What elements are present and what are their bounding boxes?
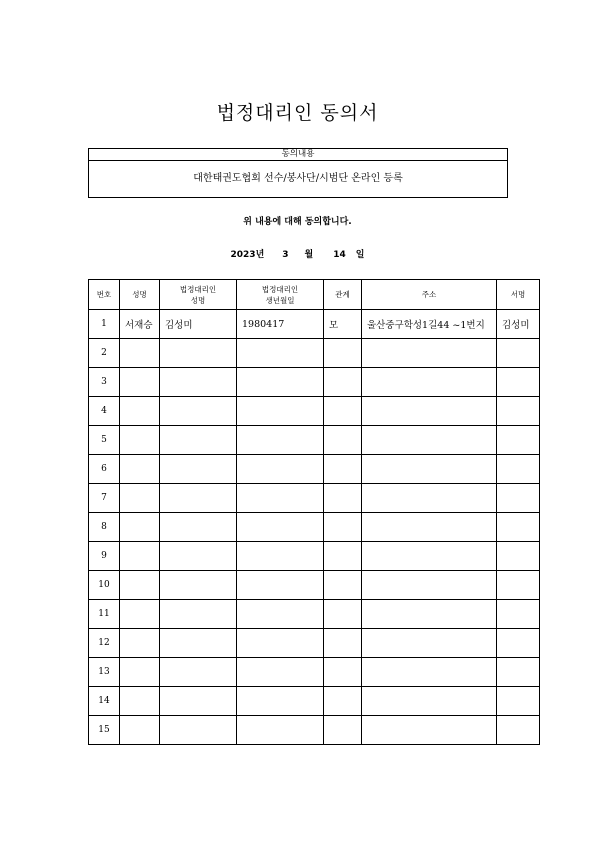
cell-guardian-birth (237, 600, 324, 629)
cell-num: 8 (89, 513, 120, 542)
cell-name (120, 716, 160, 745)
cell-guardian-birth (237, 658, 324, 687)
cell-guardian-name: 김성미 (160, 310, 237, 339)
cell-guardian-name (160, 629, 237, 658)
cell-guardian-name (160, 484, 237, 513)
table-row (89, 571, 540, 600)
cell-name (120, 397, 160, 426)
table-row (89, 658, 540, 687)
table-row (89, 513, 540, 542)
table-row (89, 455, 540, 484)
cell-relation: 모 (324, 310, 362, 339)
cell-guardian-name (160, 368, 237, 397)
table-row (89, 716, 540, 745)
cell-name (120, 455, 160, 484)
cell-sign: 김성미 (497, 310, 540, 339)
cell-name (120, 542, 160, 571)
cell-address (362, 687, 497, 716)
header-guardian-birth-line2: 생년월일 (265, 295, 295, 305)
cell-name (120, 426, 160, 455)
cell-relation (324, 571, 362, 600)
table-header-row (89, 280, 540, 310)
table-row (89, 339, 540, 368)
cell-name (120, 571, 160, 600)
cell-relation (324, 716, 362, 745)
cell-guardian-birth (237, 716, 324, 745)
cell-relation (324, 658, 362, 687)
consent-box (88, 148, 508, 198)
cell-address (362, 484, 497, 513)
cell-num: 13 (89, 658, 120, 687)
header-guardian-name (160, 280, 237, 310)
cell-num: 14 (89, 687, 120, 716)
header-guardian-birth-line1: 법정대리인 (261, 284, 299, 294)
cell-sign (497, 397, 540, 426)
cell-address (362, 368, 497, 397)
cell-sign (497, 600, 540, 629)
date-month-unit: 월 (304, 250, 314, 260)
table-row (89, 600, 540, 629)
cell-num: 3 (89, 368, 120, 397)
cell-name (120, 687, 160, 716)
cell-address (362, 397, 497, 426)
header-sign: 서명 (497, 280, 540, 310)
cell-guardian-name (160, 339, 237, 368)
cell-sign (497, 339, 540, 368)
cell-relation (324, 426, 362, 455)
cell-guardian-birth (237, 455, 324, 484)
cell-sign (497, 484, 540, 513)
header-num: 번호 (89, 280, 120, 310)
cell-sign (497, 658, 540, 687)
cell-address (362, 455, 497, 484)
cell-guardian-birth (237, 426, 324, 455)
cell-guardian-name (160, 397, 237, 426)
consent-header: 동의내용 (89, 149, 507, 161)
cell-sign (497, 426, 540, 455)
cell-num: 1 (89, 310, 120, 339)
cell-relation (324, 513, 362, 542)
cell-relation (324, 687, 362, 716)
cell-guardian-name (160, 571, 237, 600)
consent-content: 대한태권도협회 선수/봉사단/시범단 온라인 등록 (193, 173, 403, 184)
cell-sign (497, 571, 540, 600)
cell-sign (497, 687, 540, 716)
cell-guardian-birth (237, 629, 324, 658)
cell-sign (497, 513, 540, 542)
cell-guardian-birth (237, 339, 324, 368)
cell-sign (497, 629, 540, 658)
cell-guardian-name (160, 658, 237, 687)
cell-num: 10 (89, 571, 120, 600)
cell-relation (324, 484, 362, 513)
cell-relation (324, 339, 362, 368)
cell-guardian-birth (237, 571, 324, 600)
cell-address (362, 629, 497, 658)
cell-num: 2 (89, 339, 120, 368)
cell-guardian-name (160, 513, 237, 542)
header-guardian-name-line1: 법정대리인 (179, 284, 217, 294)
cell-num: 11 (89, 600, 120, 629)
cell-sign (497, 542, 540, 571)
cell-guardian-name (160, 426, 237, 455)
cell-guardian-birth (237, 542, 324, 571)
cell-name: 서재승 (120, 310, 160, 339)
cell-guardian-name (160, 455, 237, 484)
cell-num: 15 (89, 716, 120, 745)
cell-relation (324, 629, 362, 658)
cell-name (120, 658, 160, 687)
cell-relation (324, 455, 362, 484)
cell-sign (497, 716, 540, 745)
cell-address (362, 513, 497, 542)
table-row (89, 368, 540, 397)
cell-guardian-birth (237, 513, 324, 542)
cell-guardian-name (160, 687, 237, 716)
cell-sign (497, 368, 540, 397)
cell-name (120, 368, 160, 397)
cell-guardian-birth (237, 368, 324, 397)
cell-relation (324, 368, 362, 397)
agree-statement: 위 내용에 대해 동의합니다. (243, 217, 352, 227)
cell-guardian-name (160, 600, 237, 629)
cell-address (362, 426, 497, 455)
cell-relation (324, 542, 362, 571)
cell-num: 7 (89, 484, 120, 513)
cell-guardian-birth (237, 484, 324, 513)
date-day-unit: 일 (355, 250, 365, 260)
table-row (89, 629, 540, 658)
cell-guardian-name (160, 542, 237, 571)
header-relation: 관계 (324, 280, 362, 310)
cell-guardian-name (160, 716, 237, 745)
cell-address (362, 339, 497, 368)
cell-address (362, 716, 497, 745)
cell-name (120, 513, 160, 542)
table-row (89, 484, 540, 513)
cell-name (120, 484, 160, 513)
date-day: 14 (333, 250, 346, 260)
document-title: 법정대리인 동의서 (216, 102, 379, 124)
guardian-table (88, 279, 540, 745)
cell-guardian-birth (237, 397, 324, 426)
cell-guardian-birth: 1980417 (237, 310, 324, 339)
cell-address: 울산중구학성1길44 ~1번지 (362, 310, 497, 339)
cell-address (362, 571, 497, 600)
table-row (89, 310, 540, 339)
header-address: 주소 (362, 280, 497, 310)
cell-relation (324, 600, 362, 629)
cell-num: 4 (89, 397, 120, 426)
cell-sign (497, 455, 540, 484)
cell-address (362, 658, 497, 687)
header-guardian-birth (237, 280, 324, 310)
table-row (89, 687, 540, 716)
date-month: 3 (282, 250, 289, 260)
table-row (89, 397, 540, 426)
cell-num: 9 (89, 542, 120, 571)
cell-name (120, 629, 160, 658)
header-guardian-name-line2: 성명 (190, 295, 206, 305)
cell-num: 6 (89, 455, 120, 484)
table-row (89, 542, 540, 571)
cell-address (362, 600, 497, 629)
cell-relation (324, 397, 362, 426)
cell-address (362, 542, 497, 571)
cell-num: 12 (89, 629, 120, 658)
date-line (0, 247, 595, 260)
date-year: 2023년 (230, 250, 265, 260)
cell-name (120, 339, 160, 368)
table-row (89, 426, 540, 455)
header-name: 성명 (120, 280, 160, 310)
cell-num: 5 (89, 426, 120, 455)
cell-name (120, 600, 160, 629)
cell-guardian-birth (237, 687, 324, 716)
